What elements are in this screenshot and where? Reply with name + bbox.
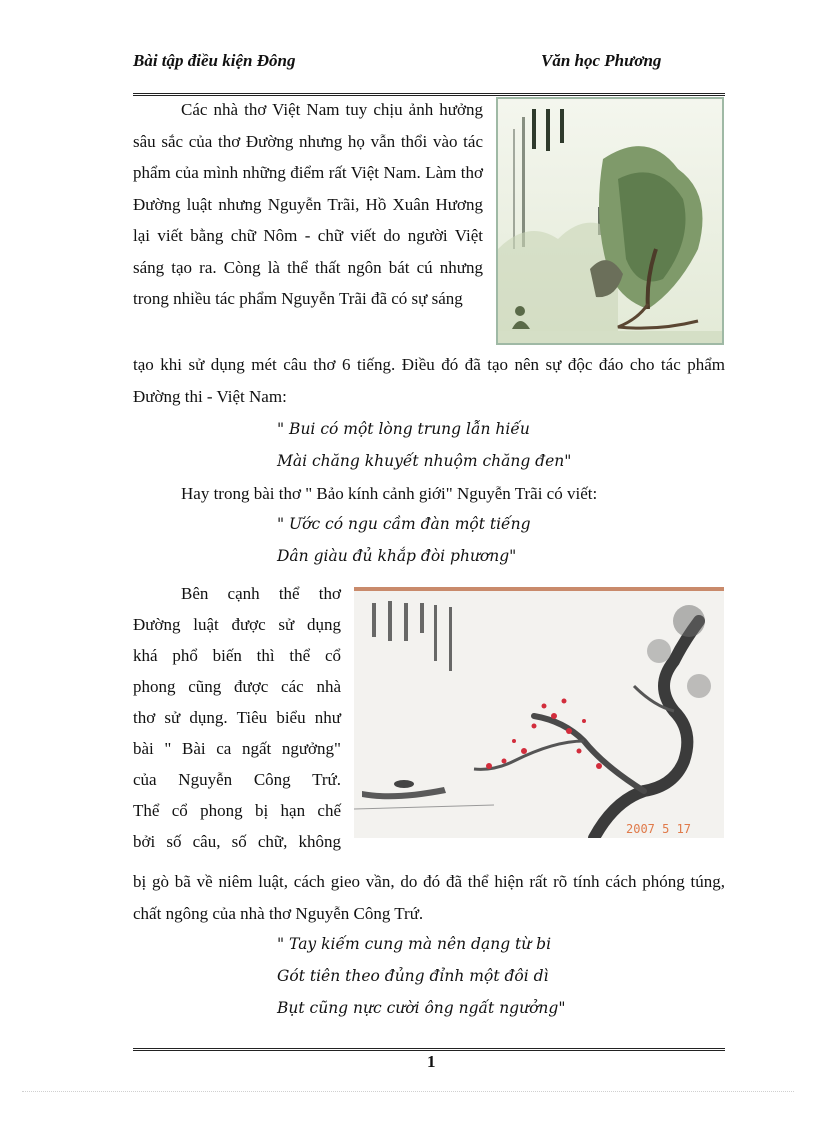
verse-2-line-2: Dân giàu đủ khắp đòi phương" <box>277 547 517 565</box>
paragraph-line: Thể cổ phong bị hạn chế <box>133 801 341 820</box>
verse-1-line-1: " Bui có một lòng trung lẫn hiếu <box>277 420 530 438</box>
paragraph-intro-continued: tạo khi sử dụng mét câu thơ 6 tiếng. Điều đó đã tạo nên sự độc đáo cho tác phẩm Đường thi - Việt Nam: <box>133 355 725 406</box>
verse-2-line-1: " Ước có ngu cầm đàn một tiếng <box>277 515 531 533</box>
plum-blossom-illustration <box>354 591 724 838</box>
paragraph-line: Bên cạnh thể thơ <box>181 584 341 603</box>
header-title-left: Bài tập điều kiện Đông <box>133 51 296 70</box>
footer-rule <box>133 1048 725 1051</box>
paragraph-intro: Các nhà thơ Việt Nam tuy chịu ảnh hưởng sâu sắc của thơ Đường nhưng họ vẫn thổi vào tác phẩm của mình những điểm rất Việt Nam. Làm thơ Đường luật nhưng Nguyễn Trãi, Hồ Xuân Hương lại viết bằng chữ Nôm - chữ viết do người Việt sáng tạo ra. Còng là thể thất ngôn bát cú nhưng trong nhiều tác phẩm Nguyễn Trãi đã có sự sáng <box>133 100 483 308</box>
paragraph-bao-kinh: Hay trong bài thơ " Bảo kính cảnh giới" Nguyễn Trãi có viết: <box>181 484 598 503</box>
verse-1-line-2: Mài chăng khuyết nhuộm chăng đen" <box>277 452 572 470</box>
page-edge-divider <box>22 1091 794 1092</box>
paragraph-line: bài " Bài ca ngất ngưởng" <box>133 739 341 758</box>
page-number: 1 <box>427 1052 436 1071</box>
header-title-right: Văn học Phương <box>541 51 662 70</box>
painting-date-stamp: 2007 5 17 <box>626 822 692 836</box>
landscape-painting-image <box>496 97 724 345</box>
paragraph-line: thơ sử dụng. Tiêu biểu như <box>133 708 341 727</box>
verse-3-line-2: Gót tiên theo đủng đỉnh một đôi dì <box>277 967 549 985</box>
paragraph-line: của Nguyễn Công Trứ. <box>133 770 341 789</box>
plum-blossom-painting-image <box>354 587 724 838</box>
paragraph-line: khá phổ biến thì thể cổ <box>133 646 341 665</box>
verse-3-line-1: " Tay kiếm cung mà nên dạng từ bi <box>277 935 552 953</box>
paragraph-line: phong cũng được các nhà <box>133 677 341 696</box>
paragraph-line: Đường luật được sử dụng <box>133 615 341 634</box>
landscape-painting-illustration <box>498 99 722 343</box>
paragraph-co-phong-continued: bị gò bã về niêm luật, cách gieo vần, do đó đã thể hiện rất rõ tính cách phóng túng, chất ngông của nhà thơ Nguyễn Công Trứ. <box>133 872 725 923</box>
verse-3-line-3: Bụt cũng nực cười ông ngất ngưởng" <box>277 999 566 1017</box>
paragraph-line: bởi số câu, số chữ, không <box>133 832 341 851</box>
